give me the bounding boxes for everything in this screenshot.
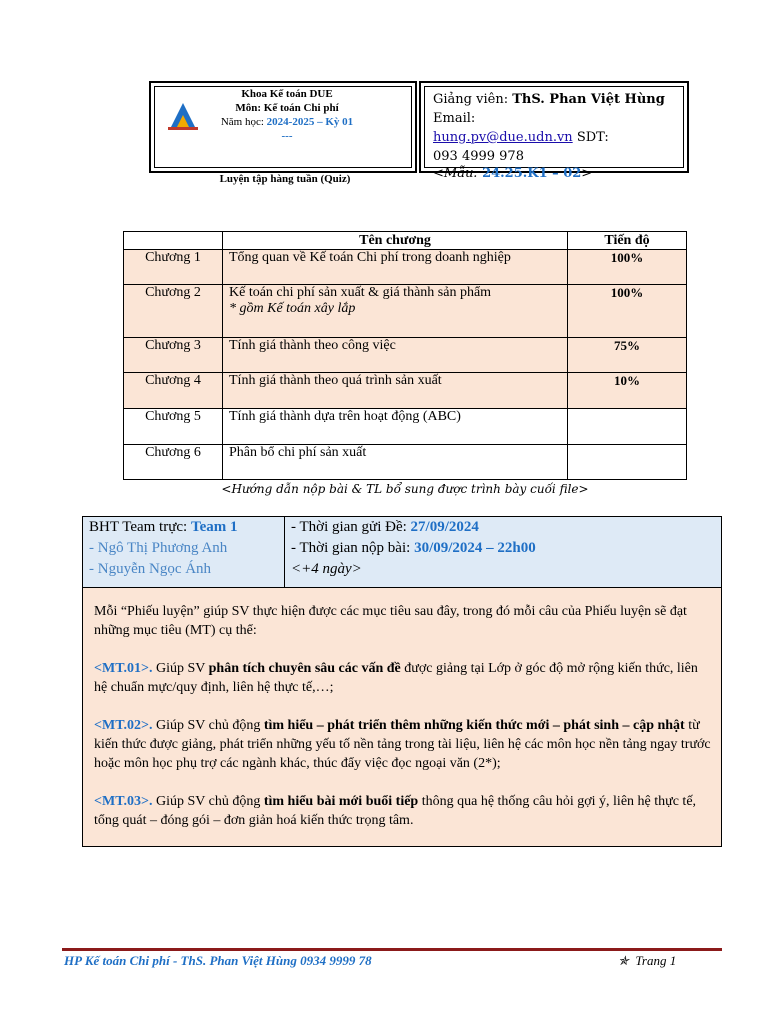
- chapter-number: Chương 6: [124, 445, 223, 480]
- page-number: Trang 1: [635, 953, 677, 968]
- header-course-box-inner: [154, 86, 412, 168]
- table-row: [124, 409, 687, 445]
- chapter-name: Tính giá thành theo công việc: [223, 338, 568, 373]
- column-header-number: [124, 232, 223, 250]
- chapter-progress-table: [123, 231, 687, 480]
- star-icon: ✯: [618, 953, 629, 968]
- chapter-name: Tính giá thành dựa trên hoạt động (ABC): [223, 409, 568, 445]
- chapter-progress: 100%: [568, 250, 687, 285]
- email-line: hung.pv@due.udn.vn SDT:: [433, 130, 609, 145]
- chapter-progress: 10%: [568, 373, 687, 409]
- table-row: [124, 285, 687, 338]
- chapter-progress: 75%: [568, 338, 687, 373]
- footer-page: [618, 953, 676, 969]
- team-name: Team 1: [190, 519, 238, 535]
- email-label: Email:: [433, 111, 476, 126]
- phone-number: 093 4999 978: [433, 149, 524, 164]
- chapter-number: Chương 3: [124, 338, 223, 373]
- header-separator: ---: [281, 130, 293, 142]
- lecturer-line: Giảng viên: ThS. Phan Việt Hùng: [433, 92, 665, 107]
- send-date-line: - Thời gian gửi Đề: 27/09/2024: [291, 519, 479, 535]
- column-header-chapter-name: Tên chương: [223, 232, 568, 250]
- form-code: <Mẫu: 24.25.K1 – 02>: [433, 166, 593, 181]
- email-link[interactable]: hung.pv@due.udn.vn: [433, 130, 573, 145]
- table-header-row: [124, 232, 687, 250]
- chapter-name: Tính giá thành theo quá trình sản xuất: [223, 373, 568, 409]
- chapter-progress: 100%: [568, 285, 687, 338]
- chapter-name: Tổng quan về Kế toán Chi phí trong doanh nghiệp: [223, 250, 568, 285]
- objective-mt02: <MT.02>. Giúp SV chủ động tìm hiểu – phát triển thêm những kiến thức mới – phát sinh – cập nhật từ kiến thức được giảng, phát triển những yếu tố nền tảng trong tài liệu, liên hệ các môn học nền tảng ngay trước hoặc môn học phụ trợ các ngành khác, thúc đẩy việc đọc ngoại văn (2*);: [94, 718, 711, 771]
- submission-guide-note: <Hướng dẫn nộp bài & TL bổ sung được trình bày cuối file>: [221, 482, 589, 496]
- due-logo-icon: [165, 97, 201, 133]
- team-line: BHT Team trực: Team 1: [89, 519, 238, 535]
- lecturer-name: ThS. Phan Việt Hùng: [512, 92, 665, 107]
- faculty-name: Khoa Kế toán DUE: [241, 88, 333, 100]
- chapter-number: Chương 1: [124, 250, 223, 285]
- course-info: [207, 87, 367, 143]
- objective-mt01: <MT.01>. Giúp SV phân tích chuyên sâu các vấn đề được giảng tại Lớp ở góc độ mở rộng kiến thức, liên hệ chuẩn mực/quy định, liên hệ thực tế,…;: [94, 661, 698, 695]
- team-info: [89, 517, 237, 580]
- footer-rule: [62, 948, 722, 951]
- chapter-number: Chương 2: [124, 285, 223, 338]
- school-year: Năm học: 2024-2025 – Kỳ 01: [220, 116, 354, 128]
- column-header-progress: Tiến độ: [568, 232, 687, 250]
- subject-name: Môn: Kế toán Chi phí: [235, 102, 339, 114]
- team-member: - Nguyễn Ngọc Ánh: [89, 561, 212, 577]
- objective-mt03: <MT.03>. Giúp SV chủ động tìm hiểu bài mới buổi tiếp thông qua hệ thống câu hỏi gợi ý, liên hệ thực tế, tổng quát – đóng gói – đơn giản hoá kiến thức trọng tâm.: [94, 794, 697, 828]
- footer-course-info: HP Kế toán Chi phí - ThS. Phan Việt Hùng 0934 9999 78: [64, 953, 372, 968]
- objective-tag: <MT.03>.: [94, 794, 153, 809]
- send-date: 27/09/2024: [410, 519, 479, 535]
- table-row: [124, 250, 687, 285]
- chapter-progress: [568, 445, 687, 480]
- submit-date: 30/09/2024 – 22h00: [414, 540, 536, 556]
- table-row: [124, 445, 687, 480]
- chapter-progress: [568, 409, 687, 445]
- table-row: [124, 373, 687, 409]
- team-box-divider: [284, 517, 285, 587]
- duration: <+4 ngày>: [291, 561, 362, 577]
- header-course-box: [149, 81, 417, 173]
- quiz-title: Luyện tập hàng tuần (Quiz): [219, 173, 351, 185]
- objective-tag: <MT.01>.: [94, 661, 153, 676]
- team-member: - Ngô Thị Phương Anh: [89, 540, 228, 556]
- form-code-value: 24.25.K1 – 02: [482, 166, 582, 181]
- chapter-number: Chương 5: [124, 409, 223, 445]
- lecturer-info: [433, 90, 665, 166]
- team-schedule-box: [82, 516, 722, 588]
- objectives-box: [82, 588, 722, 847]
- chapter-name: Phân bổ chi phí sản xuất: [223, 445, 568, 480]
- objective-tag: <MT.02>.: [94, 718, 153, 733]
- objectives-text: [94, 602, 714, 849]
- table-row: [124, 338, 687, 373]
- chapter-name-cell: [223, 285, 568, 338]
- chapter-name: Kế toán chi phí sản xuất & giá thành sản phẩm: [229, 285, 492, 300]
- chapter-note: * gồm Kế toán xây lắp: [229, 301, 356, 316]
- objectives-intro: Mỗi “Phiếu luyện” giúp SV thực hiện được các mục tiêu sau đây, trong đó mỗi câu của Phiếu luyện sẽ đạt những mục tiêu (MT) cụ thể:: [94, 604, 687, 638]
- chapter-number: Chương 4: [124, 373, 223, 409]
- schedule-info: [291, 517, 536, 580]
- submit-date-line: - Thời gian nộp bài: 30/09/2024 – 22h00: [291, 540, 536, 556]
- school-year-value: 2024-2025 – Kỳ 01: [266, 116, 354, 128]
